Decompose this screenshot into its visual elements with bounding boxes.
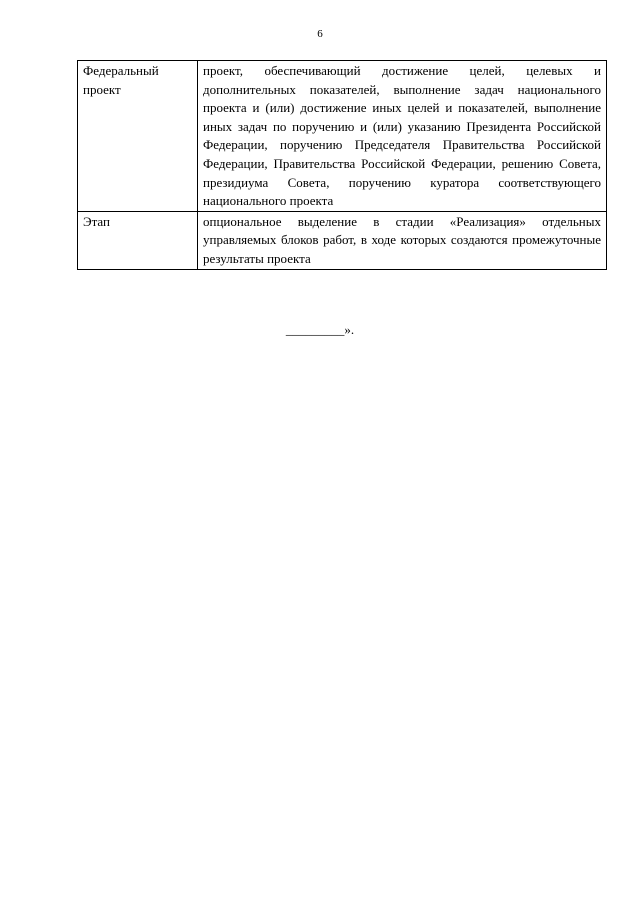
closing-mark: _________». [285,322,355,337]
table-row [78,61,607,212]
term-cell: Этап [78,211,198,269]
term-cell: Федеральный проект [78,61,198,212]
definition-cell: проект, обеспечивающий достижение целей, целевых и дополнительных показателей, выполнение задач национального проекта и (или) достижение иных целей и показателей, выполнение иных задач по поручению и (или) указанию Президента Российской Федерации, поручению Председателя Правительства Российской Федерации, Правительства Российской Федерации, решению Совета, президиума Совета, поручению куратора соответствующего национального проекта [198,61,607,212]
definitions-table [77,60,607,270]
table-row [78,211,607,269]
page-number: 6 [317,28,323,40]
definition-cell: опциональное выделение в стадии «Реализация» отдельных управляемых блоков работ, в ходе которых создаются промежуточные результаты проекта [198,211,607,269]
